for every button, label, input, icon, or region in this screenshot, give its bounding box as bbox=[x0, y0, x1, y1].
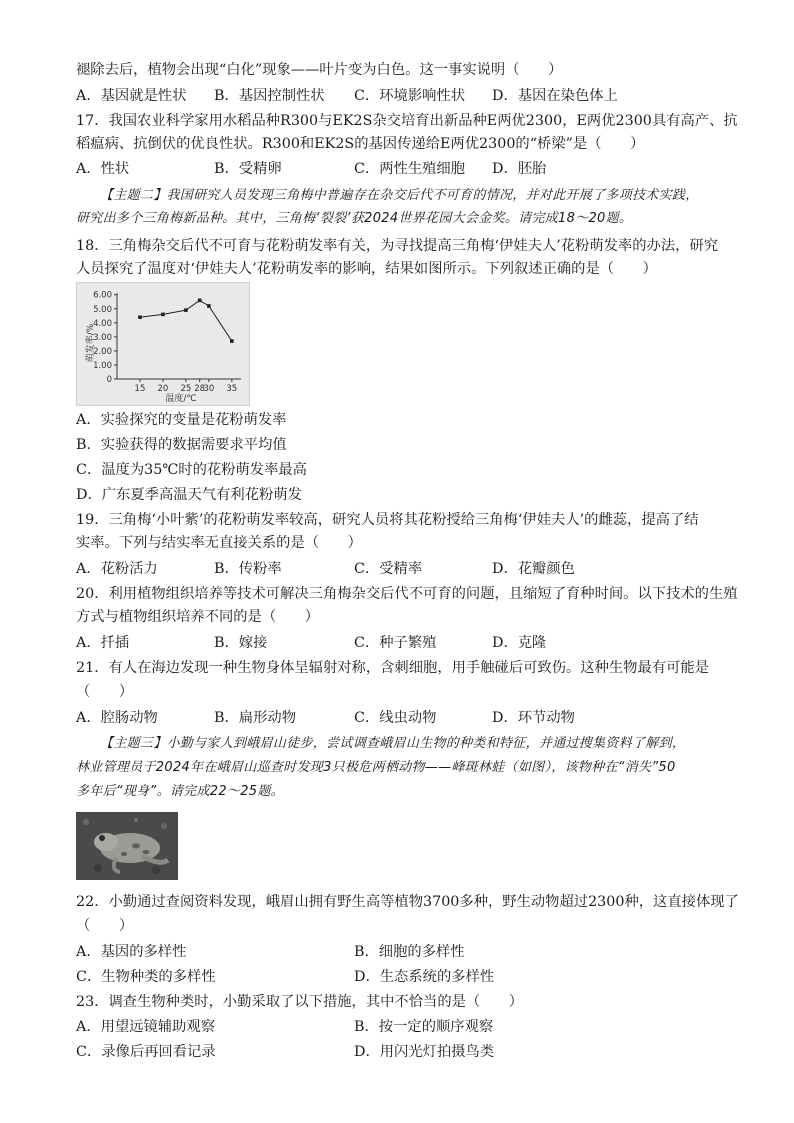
q20-stem-line1: 20．利用植物组织培养等技术可解决三角梅杂交后代不可育的问题，且缩短了育种时间。以下技术的生殖 bbox=[76, 586, 738, 602]
data-point bbox=[198, 299, 202, 303]
q16-option-a[interactable]: A．基因就是性状 bbox=[76, 88, 187, 104]
q20-stem-line2: 方式与植物组织培养不同的是（ ） bbox=[76, 609, 320, 625]
y-tick-group bbox=[93, 291, 117, 385]
q23-options-row1 bbox=[76, 1017, 736, 1037]
x-tick-label: 20 bbox=[157, 384, 169, 394]
q20-options bbox=[76, 633, 736, 653]
y-tick-label: 3.00 bbox=[93, 332, 112, 343]
q18-option-a[interactable]: A．实验探究的变量是花粉萌发率 bbox=[76, 412, 287, 428]
q16-option-c[interactable]: C．环境影响性状 bbox=[354, 88, 466, 104]
x-tick-label: 25 bbox=[180, 384, 192, 394]
q20-option-b[interactable]: B．嫁接 bbox=[214, 635, 268, 651]
theme2-intro-line1: 【主题二】我国研究人员发现三角梅中普遍存在杂交后代不可育的情况，并对此开展了多项技术实践， bbox=[100, 188, 699, 203]
q16-option-d[interactable]: D．基因在染色体上 bbox=[492, 88, 618, 104]
x-tick-label: 28 bbox=[194, 384, 206, 394]
q20-option-a[interactable]: A．扦插 bbox=[76, 635, 130, 651]
y-tick-label: 4.00 bbox=[93, 318, 112, 329]
q19-option-d[interactable]: D．花瓣颜色 bbox=[492, 561, 575, 577]
y-axis-label: 萌发率/% bbox=[86, 323, 96, 363]
q17-options bbox=[76, 159, 736, 179]
q18-option-b[interactable]: B．实验获得的数据需要求平均值 bbox=[76, 437, 287, 453]
q18-stem-line1: 18．三角梅杂交后代不可育与花粉萌发率有关，为寻找提高三角梅‘伊娃夫人’花粉萌发率的办法，研究 bbox=[76, 238, 719, 254]
q19-stem-line2: 实率。下列与结实率无直接关系的是（ ） bbox=[76, 535, 362, 551]
q21-option-d[interactable]: D．环节动物 bbox=[492, 710, 575, 726]
theme3-intro-line1: 【主题三】小勤与家人到峨眉山徒步，尝试调查峨眉山生物的种类和特征，并通过搜集资料了解到， bbox=[100, 736, 686, 751]
q17-stem-line2: 稻瘟病、抗倒伏的优良性状。R300和EK2S的基因传递给E两优2300的“桥梁”是（ ） bbox=[76, 136, 645, 152]
theme2-intro-line2: 研究出多个三角梅新品种。其中，三角梅‘裂裂’获2024世界花园大会金奖。请完成18～20题。 bbox=[76, 211, 633, 226]
q22-options-row1 bbox=[76, 942, 736, 962]
q16-options bbox=[76, 86, 736, 106]
q20-option-d[interactable]: D．克隆 bbox=[492, 635, 547, 651]
q19-option-b[interactable]: B．传粉率 bbox=[214, 561, 282, 577]
q23-options-row2 bbox=[76, 1042, 736, 1062]
q22-stem-line2: （ ） bbox=[76, 918, 134, 934]
q16-option-b[interactable]: B．基因控制性状 bbox=[214, 88, 325, 104]
data-point bbox=[138, 315, 142, 319]
data-point bbox=[207, 304, 211, 308]
q18-option-c[interactable]: C．温度为35℃时的花粉萌发率最高 bbox=[76, 462, 307, 478]
q23-option-c[interactable]: C．录像后再回看记录 bbox=[76, 1044, 216, 1060]
q17-option-b[interactable]: B．受精卵 bbox=[214, 161, 282, 177]
q21-stem-line1: 21．有人在海边发现一种生物身体呈辐射对称，含刺细胞，用手触碰后可致伤。这种生物最有可能是 bbox=[76, 660, 709, 676]
y-tick-label: 2.00 bbox=[93, 346, 112, 357]
pollen-germination-chart bbox=[76, 282, 250, 406]
data-point bbox=[161, 313, 165, 317]
y-tick-label: 6.00 bbox=[93, 290, 112, 301]
chart-svg bbox=[77, 283, 249, 405]
y-tick-label: 0 bbox=[106, 375, 112, 385]
q18-stem-line2: 人员探究了温度对‘伊娃夫人’花粉萌发率的影响，结果如图所示。下列叙述正确的是（ ） bbox=[76, 261, 657, 277]
x-tick-label: 35 bbox=[226, 384, 238, 394]
q23-option-b[interactable]: B．按一定的顺序观察 bbox=[354, 1019, 494, 1035]
q22-stem-line1: 22．小勤通过查阅资料发现，峨眉山拥有野生高等植物3700多种，野生动物超过2300种，这直接体现了 bbox=[76, 894, 739, 910]
q22-option-d[interactable]: D．生态系统的多样性 bbox=[354, 969, 495, 985]
q17-option-c[interactable]: C．两性生殖细胞 bbox=[354, 161, 466, 177]
q17-option-d[interactable]: D．胚胎 bbox=[492, 161, 547, 177]
data-point bbox=[184, 308, 188, 312]
y-tick-label: 1.00 bbox=[93, 360, 112, 371]
x-axis-label: 温度/℃ bbox=[165, 394, 197, 404]
q23-stem: 23．调查生物种类时，小勤采取了以下措施，其中不恰当的是（ ） bbox=[76, 994, 524, 1010]
q23-option-d[interactable]: D．用闪光灯拍摄鸟类 bbox=[354, 1044, 495, 1060]
q21-options bbox=[76, 708, 736, 728]
q23-option-a[interactable]: A．用望远镜辅助观察 bbox=[76, 1019, 215, 1035]
x-tick-group bbox=[135, 379, 238, 394]
frog-photo bbox=[76, 812, 178, 880]
q21-stem-line2: （ ） bbox=[76, 684, 134, 700]
q22-options-row2 bbox=[76, 967, 736, 987]
q19-stem-line1: 19．三角梅‘小叶紫’的花粉萌发率较高，研究人员将其花粉授给三角梅‘伊娃夫人’的雌蕊，提高了结 bbox=[76, 512, 699, 528]
q21-option-a[interactable]: A．腔肠动物 bbox=[76, 710, 158, 726]
series-line-group bbox=[138, 299, 233, 343]
y-tick-label: 5.00 bbox=[93, 304, 112, 315]
data-point bbox=[230, 339, 234, 343]
q19-options bbox=[76, 559, 736, 579]
q19-option-c[interactable]: C．受精率 bbox=[354, 561, 423, 577]
x-tick-label: 30 bbox=[203, 384, 215, 394]
q21-option-c[interactable]: C．线虫动物 bbox=[354, 710, 437, 726]
q22-option-b[interactable]: B．细胞的多样性 bbox=[354, 944, 465, 960]
q16-stem-tail: 褪除去后，植物会出现“白化”现象——叶片变为白色。这一事实说明（ ） bbox=[76, 62, 563, 78]
q19-option-a[interactable]: A．花粉活力 bbox=[76, 561, 158, 577]
q22-option-c[interactable]: C．生物种类的多样性 bbox=[76, 969, 216, 985]
theme3-intro-line2: 林业管理员于2024年在峨眉山巡查时发现3只极危两栖动物——峰斑林蛙（如图），该物种在“消失”50 bbox=[76, 760, 676, 775]
x-tick-label: 15 bbox=[134, 384, 146, 394]
q18-option-d[interactable]: D．广东夏季高温天气有利花粉萌发 bbox=[76, 487, 302, 503]
q20-option-c[interactable]: C．种子繁殖 bbox=[354, 635, 437, 651]
series-line bbox=[140, 300, 232, 341]
frog-illustration bbox=[76, 812, 178, 880]
q17-stem-line1: 17．我国农业科学家用水稻品种R300与EK2S杂交培育出新品种E两优2300，E两优2300具有高产、抗 bbox=[76, 113, 738, 129]
theme3-intro-line3: 多年后“现身”。请完成22～25题。 bbox=[76, 784, 284, 799]
q17-option-a[interactable]: A．性状 bbox=[76, 161, 130, 177]
q22-option-a[interactable]: A．基因的多样性 bbox=[76, 944, 187, 960]
q21-option-b[interactable]: B．扁形动物 bbox=[214, 710, 296, 726]
